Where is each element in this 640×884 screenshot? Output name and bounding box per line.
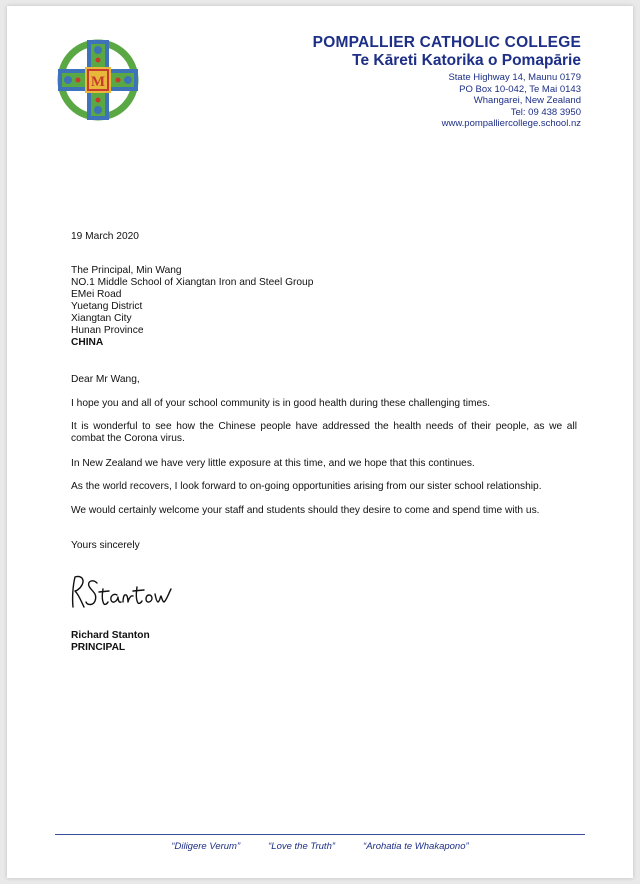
handwritten-signature — [67, 571, 177, 613]
footer-mottos — [55, 841, 585, 852]
letter-date: 19 March 2020 — [71, 231, 139, 242]
letter-paragraph: We would certainly welcome your staff and students should they desire to come and spend time with us. — [71, 505, 540, 516]
letterhead — [313, 34, 581, 130]
letter-paragraph: As the world recovers, I look forward to on-going opportunities arising from our sister school relationship. — [71, 481, 542, 492]
address-line: Whangarei, New Zealand — [473, 95, 581, 106]
recipient-line: Yuetang District — [71, 301, 143, 312]
recipient-line: Hunan Province — [71, 325, 144, 336]
letter-paragraph: In New Zealand we have very little exposure at this time, and we hope that this continues. — [71, 458, 475, 469]
college-name: POMPALLIER CATHOLIC COLLEGE — [312, 34, 581, 51]
salutation: Dear Mr Wang, — [71, 374, 140, 385]
signer-block — [71, 630, 577, 654]
recipient-line: The Principal, Min Wang — [71, 265, 182, 276]
recipient-country: CHINA — [71, 337, 104, 348]
recipient-block — [71, 265, 577, 349]
recipient-line: NO.1 Middle School of Xiangtan Iron and Steel Group — [71, 277, 314, 288]
motto-maori: “Arohatia te Whakapono” — [363, 841, 469, 852]
recipient-line: Xiangtan City — [71, 313, 132, 324]
address-line: State Highway 14, Maunu 0179 — [448, 72, 581, 83]
recipient-line: EMei Road — [71, 289, 122, 300]
signer-name: Richard Stanton — [71, 630, 150, 641]
letter-paragraph: It is wonderful to see how the Chinese people have addressed the health needs of their people, as we all combat the Corona virus. — [71, 421, 577, 444]
college-crest-logo — [54, 36, 142, 124]
signer-title: PRINCIPAL — [71, 642, 126, 653]
college-maori-name: Te Kāreti Katorika o Pomapārie — [352, 52, 581, 69]
phone-line: Tel: 09 438 3950 — [510, 106, 581, 118]
motto-english: “Love the Truth” — [268, 841, 336, 852]
website-line: www.pompalliercollege.school.nz — [441, 118, 581, 129]
motto-latin: “Diligere Verum” — [171, 841, 241, 852]
closing: Yours sincerely — [71, 540, 140, 551]
footer-divider — [55, 834, 585, 835]
letter-paragraph: I hope you and all of your school community is in good health during these challenging times. — [71, 398, 491, 409]
crest-monogram: M — [90, 74, 106, 90]
letter-page — [7, 6, 633, 878]
address-line: PO Box 10-042, Te Mai 0143 — [459, 83, 581, 95]
